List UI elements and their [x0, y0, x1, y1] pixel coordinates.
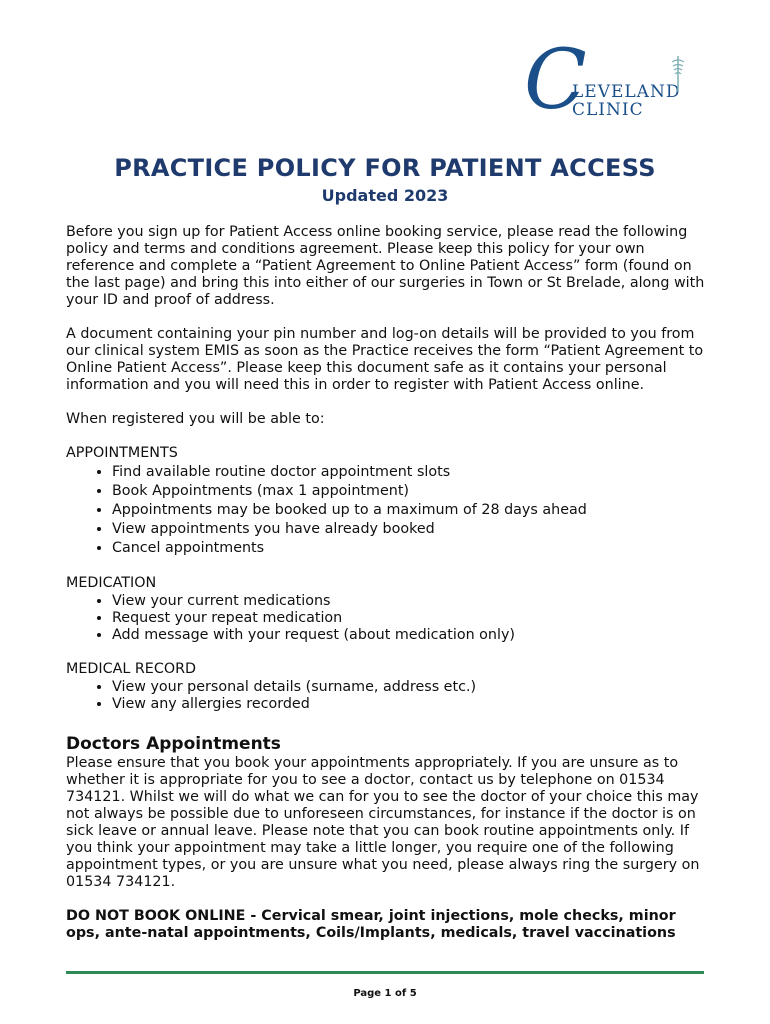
doctors-paragraph: Please ensure that you book your appointments appropriately. If you are unsure as to whether it is appropriate for you to see a doctor, contact us by telephone on 01534 734121. Whilst we will do what we can for you to see the doctor of your choice this may not always be possible due to unforeseen circumstances, for instance if the doctor is on sick leave or annual leave. Please note that you can book routine appointments only. If you think your appointment may take a little longer, you require one of the following appointment types, or you are unsure what you need, please always ring the surgery on 01534 734121.: [66, 755, 700, 890]
list-item: • View your current medications: [112, 593, 714, 610]
pin-paragraph: A document containing your pin number and log-on details will be provided to you from our clinical system EMIS as soon as the Practice receives the form “Patient Agreement to Online Patient Access”. Please keep this document safe as it contains your personal information and you will need this in order to register with Patient Access online.: [66, 326, 704, 393]
list-item: • View your personal details (surname, address etc.): [112, 679, 714, 696]
page-title: PRACTICE POLICY FOR PATIENT ACCESS: [114, 154, 656, 182]
clinic-logo: [524, 33, 704, 128]
medication-list: [66, 593, 714, 644]
page-number: Page 1 of 5: [353, 988, 417, 999]
list-item: • Request your repeat medication: [112, 610, 714, 627]
list-item: • Appointments may be booked up to a maximum of 28 days ahead: [112, 501, 714, 520]
list-item: • Find available routine doctor appointment slots: [112, 463, 714, 482]
footer-divider: [66, 971, 704, 974]
intro-paragraph: Before you sign up for Patient Access online booking service, please read the following policy and terms and conditions agreement. Please keep this policy for your own reference and complete a “Patient Agreement to Online Patient Access” form (found on the last page) and bring this into either of our surgeries in Town or St Brelade, along with your ID and proof of address.: [66, 224, 705, 308]
list-item: • Add message with your request (about medication only): [112, 627, 714, 644]
logo-word-2: CLINIC: [572, 100, 644, 120]
registered-intro: When registered you will be able to:: [66, 411, 325, 427]
do-not-book-warning: DO NOT BOOK ONLINE - Cervical smear, joint injections, mole checks, minor ops, ante-natal appointments, Coils/Implants, medicals, travel vaccinations: [66, 908, 676, 941]
medical-record-list: [66, 679, 714, 713]
list-item: • View appointments you have already booked: [112, 520, 714, 539]
page-subtitle: Updated 2023: [321, 186, 449, 205]
doctors-heading: Doctors Appointments: [66, 734, 281, 754]
logo-mark: C: [524, 33, 587, 128]
appointments-list: [66, 463, 714, 558]
caduceus-icon: [670, 54, 686, 94]
list-item: • Cancel appointments: [112, 539, 714, 558]
section-label-medical-record: MEDICAL RECORD: [66, 661, 197, 677]
section-label-medication: MEDICATION: [66, 575, 157, 591]
section-label-appointments: APPOINTMENTS: [66, 445, 178, 461]
list-item: • View any allergies recorded: [112, 696, 714, 713]
list-item: • Book Appointments (max 1 appointment): [112, 482, 714, 501]
logo-word-1: LEVELAND: [572, 82, 681, 102]
document-body: [66, 224, 714, 942]
